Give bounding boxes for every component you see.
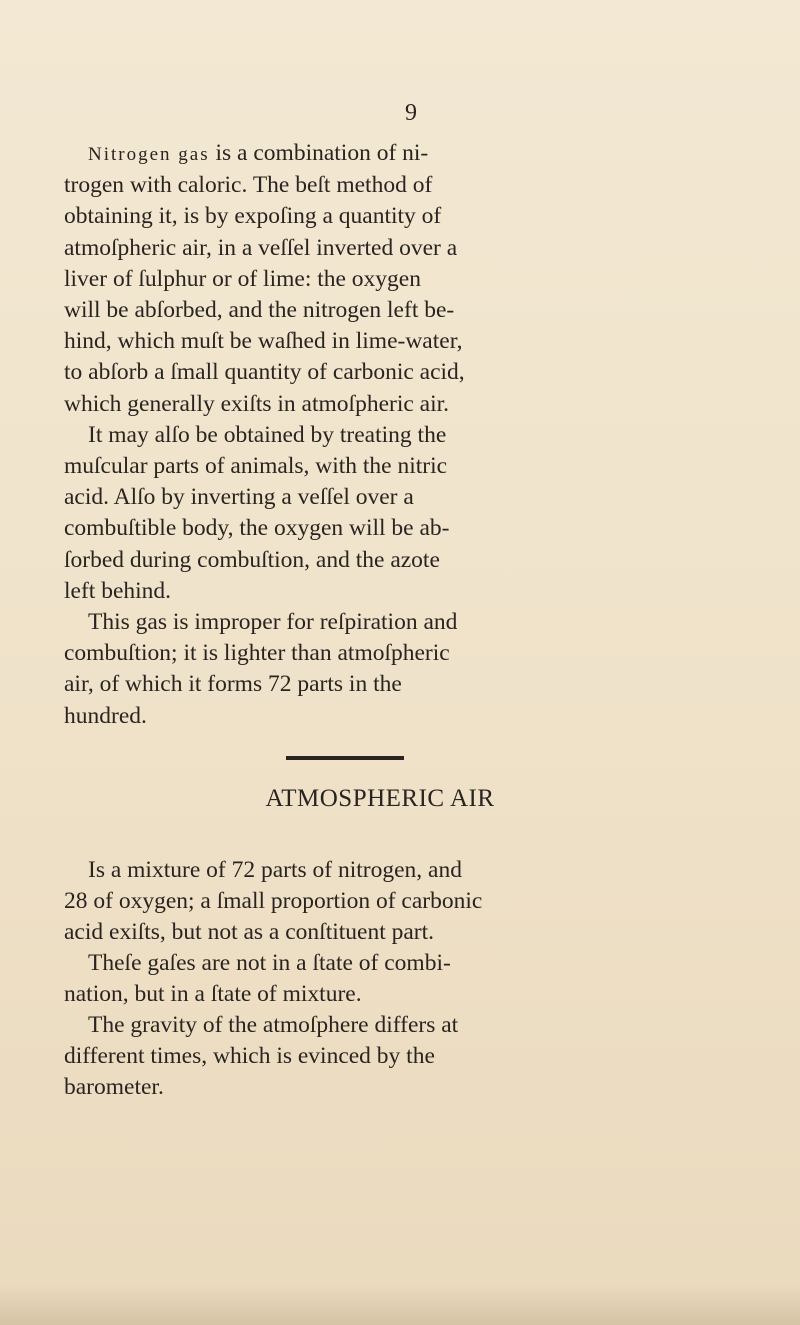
page-number: 9 (405, 100, 417, 126)
lead-term: Nitrogen gas (88, 144, 210, 165)
text-line: This gas is improper for reſpiration and (88, 609, 458, 636)
text-line: obtaining it, is by expoſing a quantity of (64, 203, 442, 230)
section-divider (286, 756, 404, 760)
page-edge-shadow (0, 1285, 800, 1325)
text-line: 28 of oxygen; a ſmall proportion of carbonic (64, 888, 483, 914)
text-line: acid exiſts, but not as a conſtituent part. (64, 919, 435, 945)
text-line: hind, which muſt be waſhed in lime-water, (64, 328, 463, 355)
text-line: liver of ſulphur or of lime: the oxygen (64, 265, 421, 292)
text-line: trogen with caloric. The beſt method of (64, 172, 433, 199)
atmospheric-paragraph (64, 855, 636, 1103)
section-heading: ATMOSPHERIC AIR (265, 785, 495, 812)
text-line: combuſtible body, the oxygen will be ab- (64, 515, 450, 542)
text-line: It may alſo be obtained by treating the (88, 421, 447, 448)
text-line: left behind. (64, 577, 172, 604)
text-line: ſorbed during combuſtion, and the azote (64, 546, 440, 573)
text-line: nation, but in a ſtate of mixture. (64, 981, 362, 1007)
text-line: acid. Alſo by inverting a veſſel over a (64, 484, 414, 511)
text-line: hundred. (64, 702, 147, 729)
text-line: muſcular parts of animals, with the nitric (64, 453, 448, 480)
text-line: Theſe gaſes are not in a ſtate of combi- (88, 950, 451, 976)
text-line: The gravity of the atmoſphere differs at (88, 1012, 459, 1038)
text-line: Is a mixture of 72 parts of nitrogen, and (88, 857, 462, 883)
text-line: atmoſpheric air, in a veſſel inverted over a (64, 234, 458, 261)
text-line: to abſorb a ſmall quantity of carbonic acid, (64, 359, 465, 386)
nitrogen-paragraph (64, 138, 636, 732)
text-line: different times, which is evinced by the (64, 1043, 435, 1069)
text-line: Nitrogen gas is a combination of ni- (88, 140, 429, 166)
text-line: combuſtion; it is lighter than atmoſpheric (64, 640, 450, 667)
text-line: barometer. (64, 1074, 164, 1100)
text-line: air, of which it forms 72 parts in the (64, 671, 402, 698)
text-line: which generally exiſts in atmoſpheric air. (64, 390, 450, 417)
text-line: will be abſorbed, and the nitrogen left be- (64, 297, 455, 324)
